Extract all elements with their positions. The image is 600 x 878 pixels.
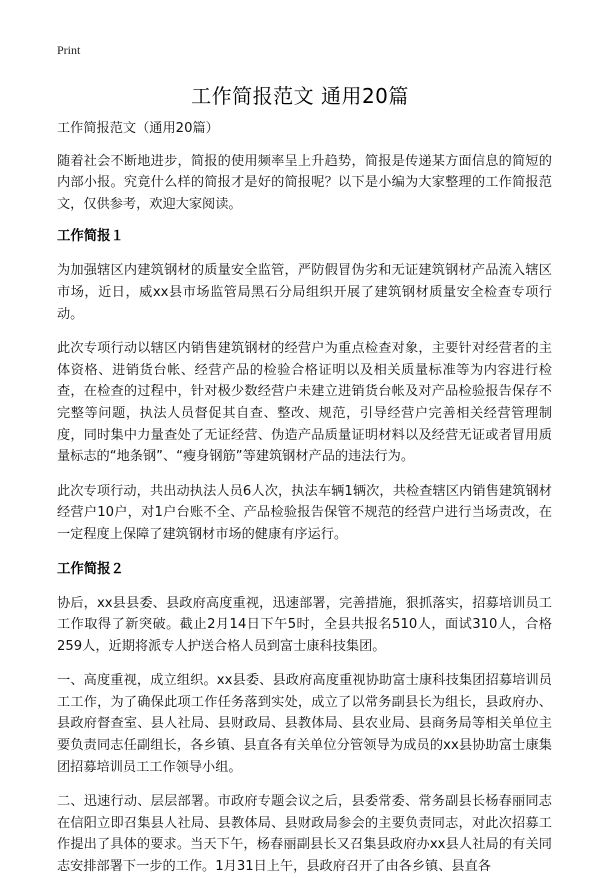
document-title: 工作简报范文 通用20篇 <box>191 84 409 108</box>
document-body <box>57 118 552 878</box>
section-2-paragraph-3: 二、迅速行动、层层部署。市政府专题会议之后，县委常委、常务副县长杨春丽同志在信阳立即召集县人社局、县教体局、县财政局参会的主要负责同志，对此次招募工作提出了具体的要求。当天下午，杨春丽副县长又召集县政府办xx县人社局的有关同志安排部署下一步的工作。1月31日上午，县政府召开了由各乡镇、县直各 <box>57 794 552 875</box>
section-1-paragraph-2: 此次专项行动以辖区内销售建筑钢材的经营户为重点检查对象，主要针对经营者的主体资格、进销货台帐、经营产品的检验合格证明以及相关质量标准等为内容进行检查，在检查的过程中，针对极少数经营户未建立进销货台帐及对产品检验报告保存不完整等问题，执法人员督促其自查、整改、规范，引导经营户完善相关经营管理制度，同时集中力量查处了无证经营、伪造产品质量证明材料以及经营无证或者冒用质量标志的“地条钢”、“瘦身钢筋”等建筑钢材产品的违法行为。 <box>57 341 552 465</box>
section-2-paragraph-1: 协后，xx县县委、县政府高度重视，迅速部署，完善措施，狠抓落实，招募培训员工工作取得了新突破。截止2月14日下午5时，全县共报名510人，面试310人，合格259人，近期将派专人护送合格人员到富士康科技集团。 <box>57 595 552 654</box>
section-heading-2: 工作简报２ <box>57 561 124 577</box>
section-1-paragraph-3: 此次专项行动，共出动执法人员6人次，执法车辆1辆次，共检查辖区内销售建筑钢材经营户10户，对1户台账不全、产品检验报告保管不规范的经营户进行当场责改，在一定程度上保障了建筑钢材市场的健康有序运行。 <box>57 483 552 542</box>
section-heading-1: 工作简报１ <box>57 229 124 245</box>
intro-paragraph: 随着社会不断地进步，简报的使用频率呈上升趋势，简报是传递某方面信息的简短的内部小报。究竟什么样的简报才是好的简报呢？以下是小编为大家整理的工作简报范文，仅供参考，欢迎大家阅读。 <box>57 153 552 212</box>
section-1-paragraph-1: 为加强辖区内建筑钢材的质量安全监管，严防假冒伪劣和无证建筑钢材产品流入辖区市场，近日，威xx县市场监管局黑石分局组织开展了建筑钢材质量安全检查专项行动。 <box>57 263 552 322</box>
document-subtitle: 工作简报范文（通用20篇） <box>57 121 219 136</box>
print-label[interactable]: Print <box>57 43 81 57</box>
section-2-paragraph-2: 一、高度重视，成立组织。xx县委、县政府高度重视协助富士康科技集团招募培训员工工作，为了确保此项工作任务落到实处，成立了以常务副县长为组长，县政府办、县政府督查室、县人社局、县财政局、县教体局、县农业局、县商务局等相关单位主要负责同志任副组长，各乡镇、县直各有关单位分管领导为成员的xx县协助富士康集团招募培训员工工作领导小组。 <box>57 673 552 775</box>
